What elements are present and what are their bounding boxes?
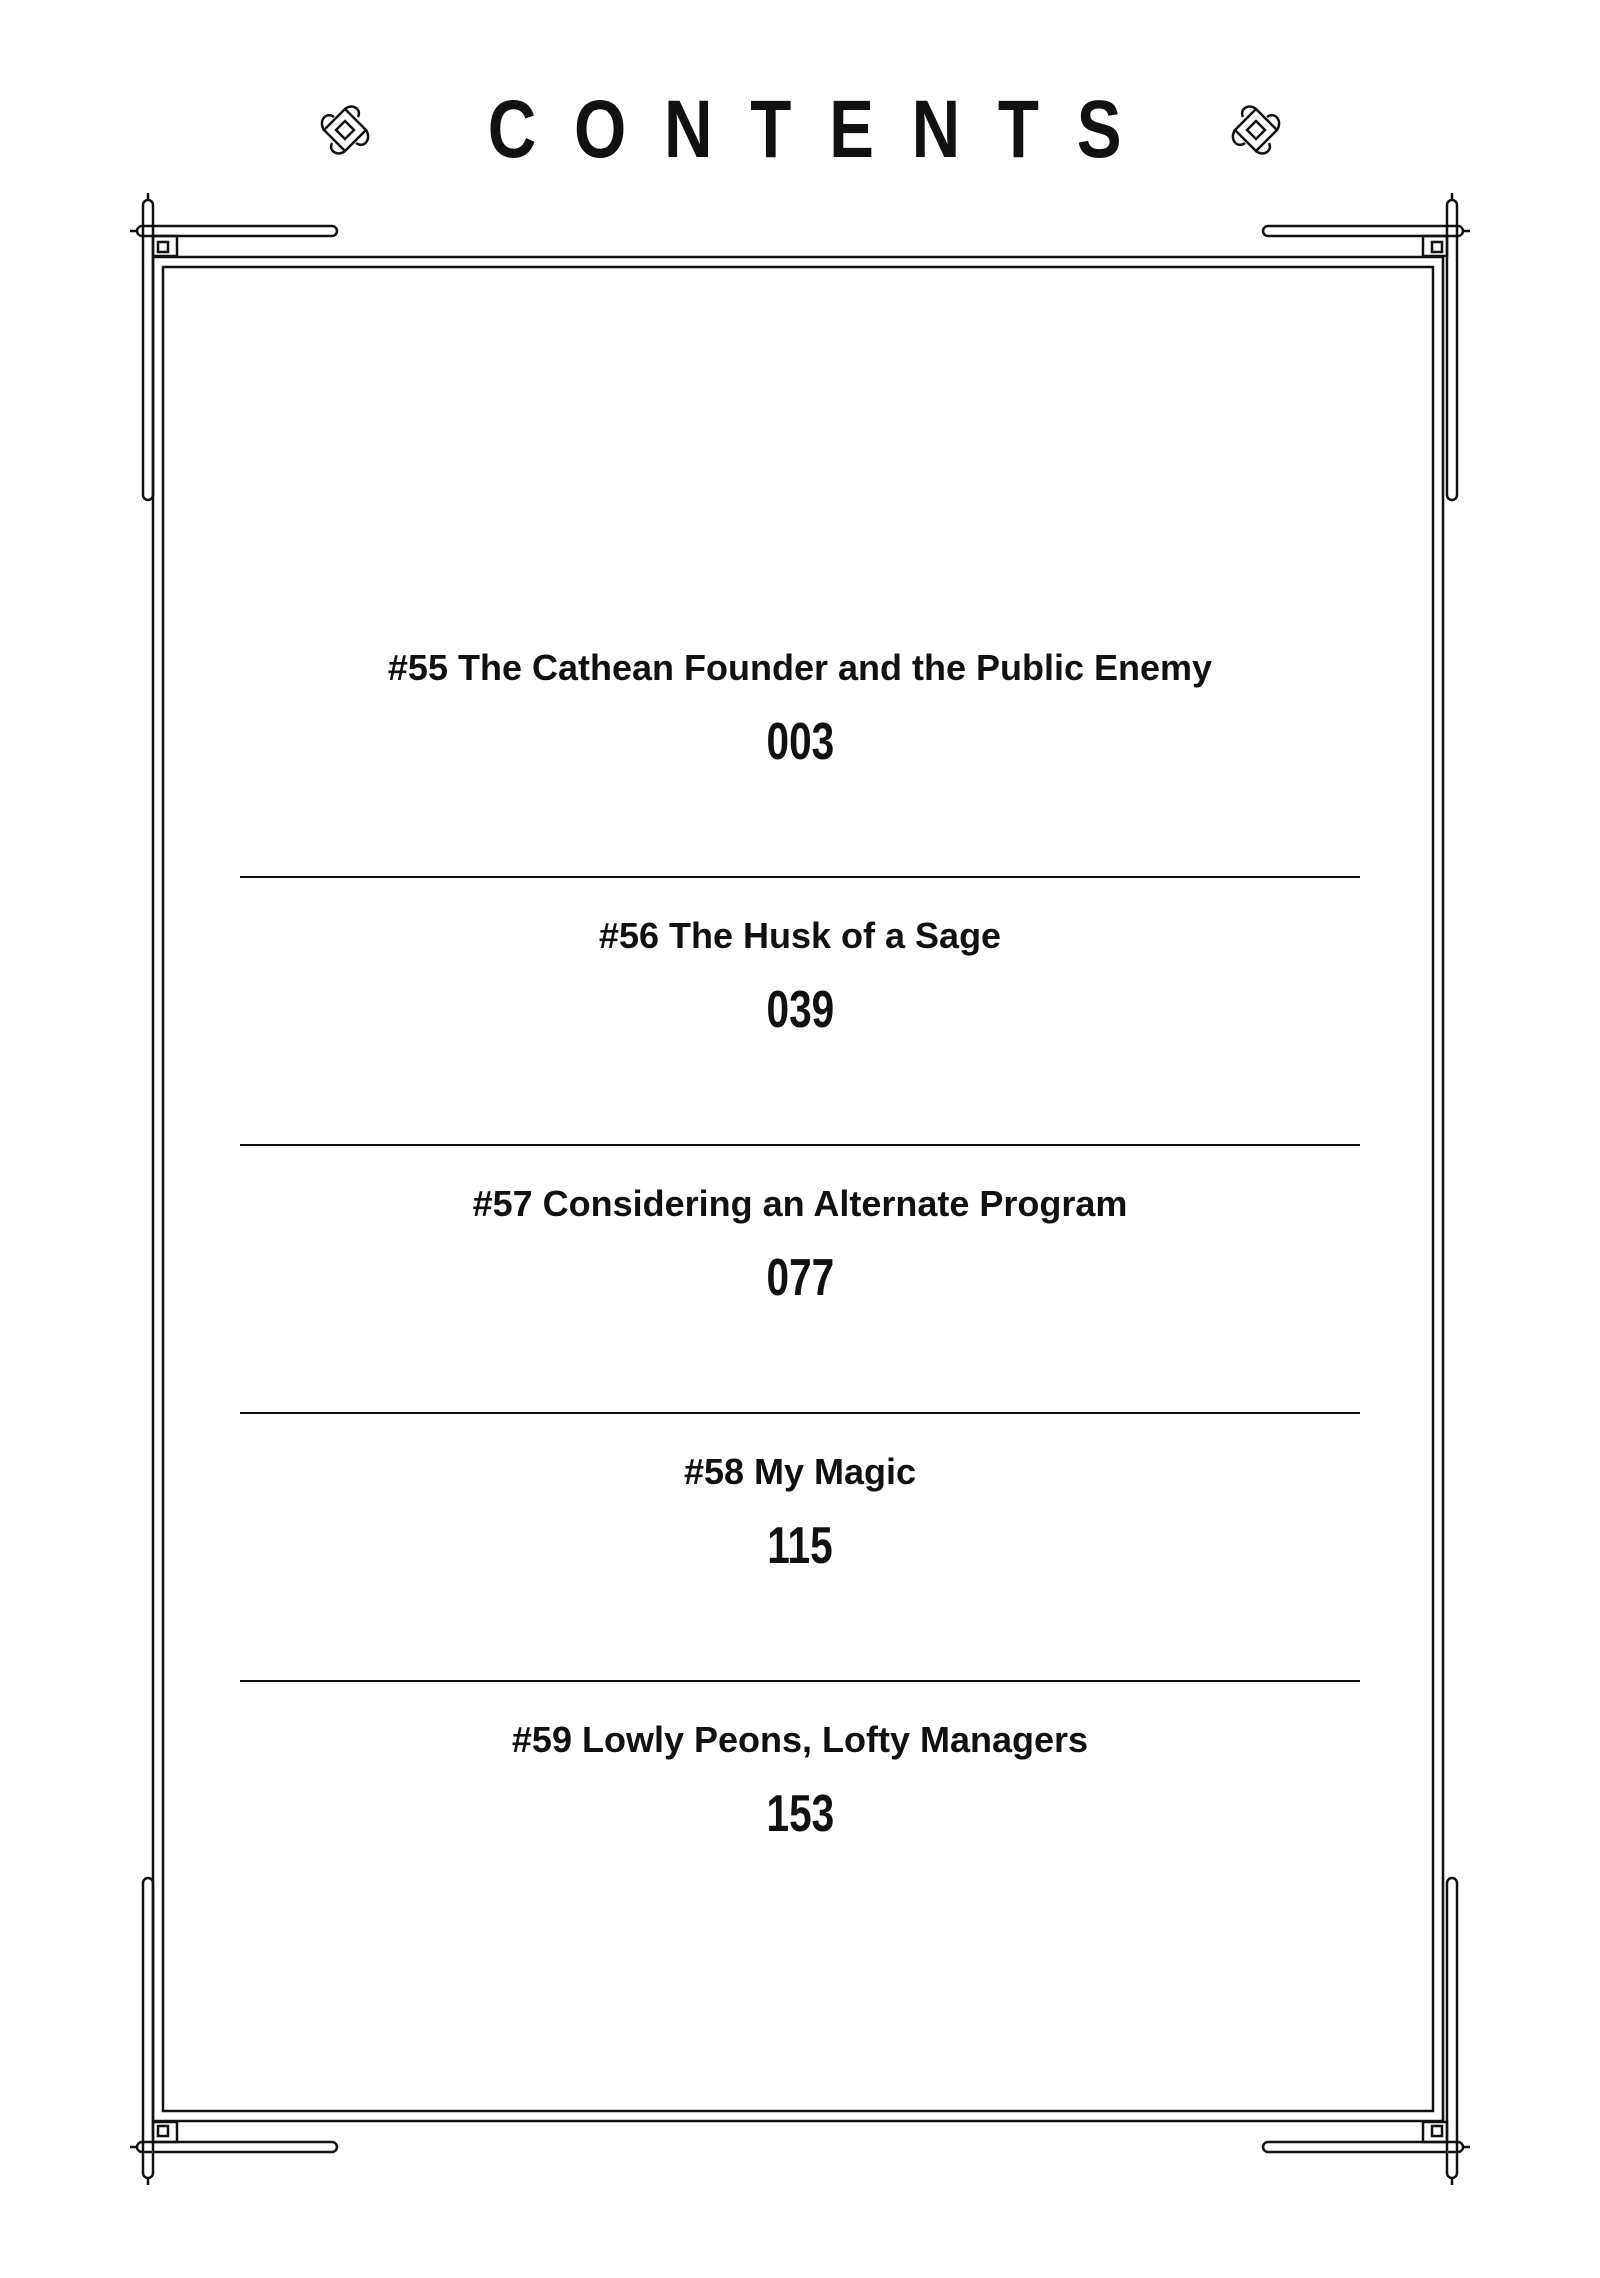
chapter-entry[interactable] bbox=[240, 1682, 1360, 1950]
contents-list bbox=[240, 610, 1360, 1950]
page-title: CONTENTS bbox=[487, 84, 1159, 175]
chapter-entry[interactable] bbox=[240, 878, 1360, 1146]
frame-corner-top-left bbox=[130, 193, 337, 500]
chapter-entry[interactable] bbox=[240, 1414, 1360, 1682]
chapter-page-number: 115 bbox=[767, 1517, 833, 1575]
chapter-page-number: 153 bbox=[766, 1785, 834, 1843]
chapter-title: #56 The Husk of a Sage bbox=[598, 915, 1002, 956]
chapter-entry[interactable] bbox=[240, 610, 1360, 878]
chapter-title: #58 My Magic bbox=[683, 1451, 917, 1492]
frame-corner-top-right bbox=[1263, 193, 1470, 500]
diamond-knot-ornament-icon bbox=[316, 101, 374, 159]
chapter-page-number: 003 bbox=[766, 713, 834, 771]
chapter-title: #57 Considering an Alternate Program bbox=[472, 1183, 1128, 1224]
chapter-entry[interactable] bbox=[240, 1146, 1360, 1414]
chapter-title: #55 The Cathean Founder and the Public Enemy bbox=[387, 647, 1213, 688]
diamond-knot-ornament-icon bbox=[1227, 101, 1285, 159]
chapter-page-number: 077 bbox=[766, 1249, 834, 1307]
chapter-page-number: 039 bbox=[766, 981, 834, 1039]
contents-header bbox=[0, 80, 1600, 180]
chapter-title: #59 Lowly Peons, Lofty Managers bbox=[511, 1719, 1089, 1760]
